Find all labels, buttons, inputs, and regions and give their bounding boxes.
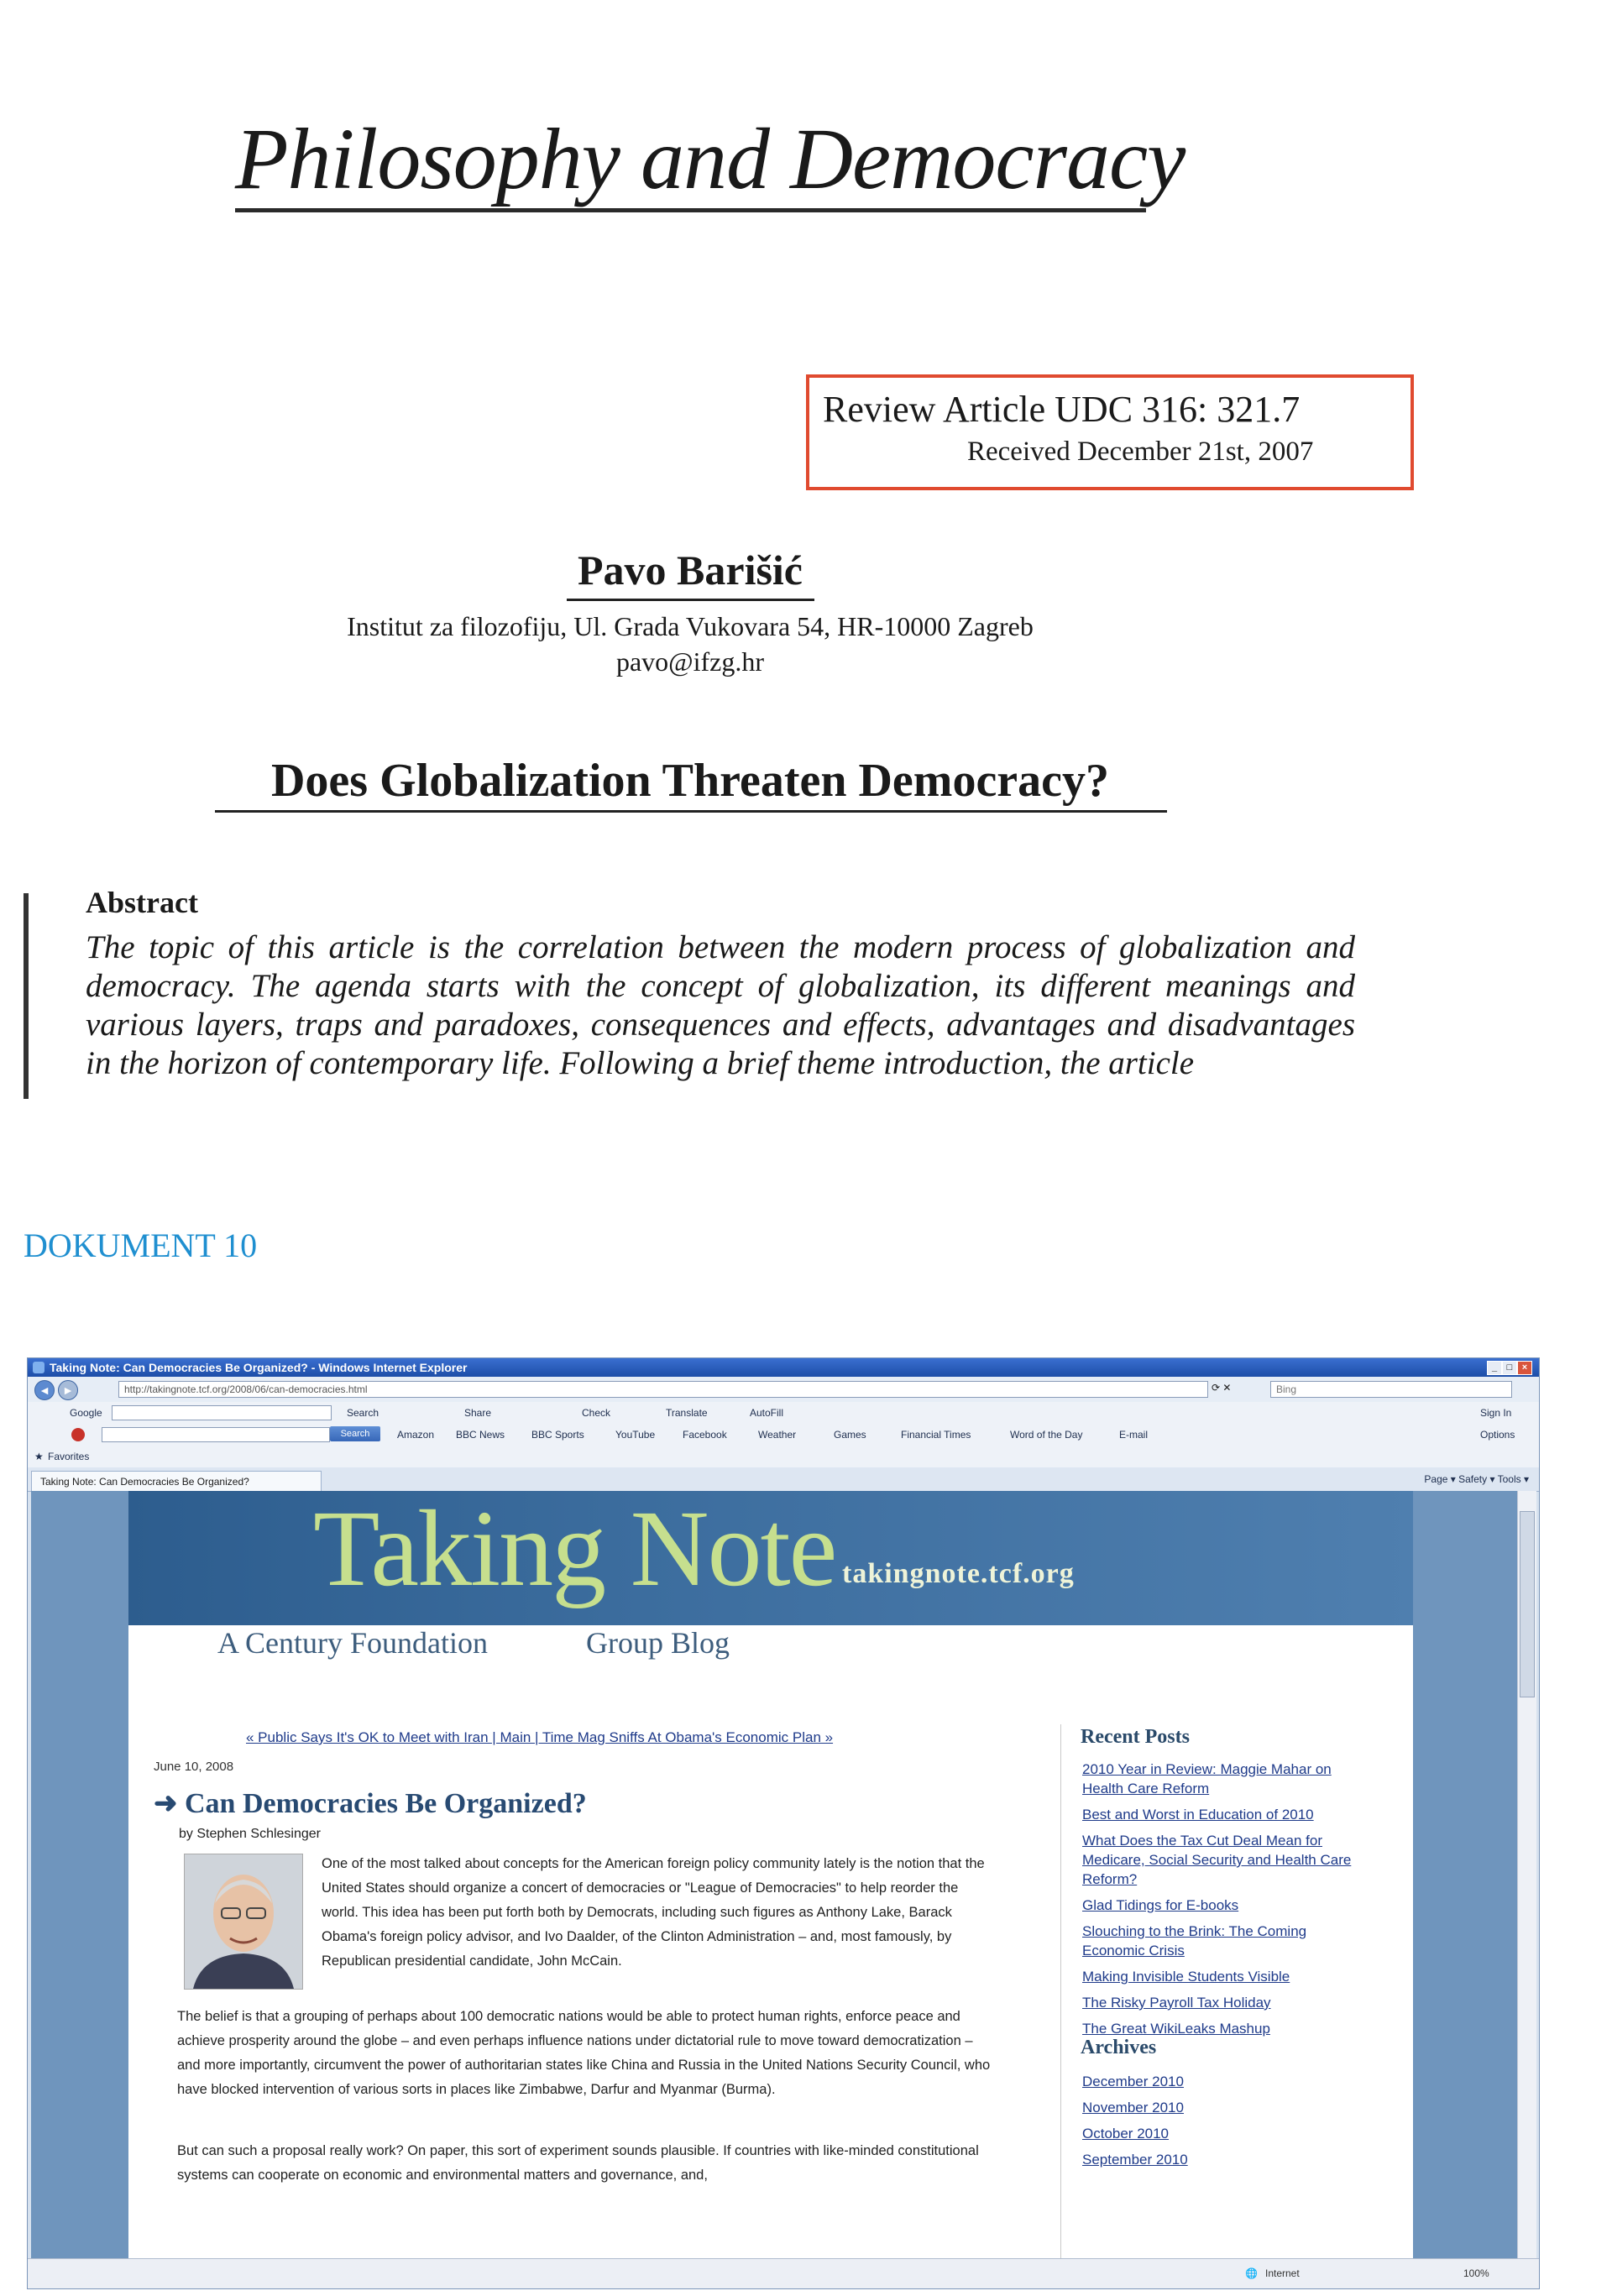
maximize-button[interactable]: □ xyxy=(1502,1361,1517,1375)
globe-icon: 🌐 xyxy=(1245,2267,1258,2279)
favorites-bar xyxy=(28,1446,1539,1468)
command-bar[interactable]: Page ▾ Safety ▾ Tools ▾ xyxy=(1424,1473,1529,1485)
archives-list xyxy=(1082,2068,1359,2173)
recent-post-link[interactable]: Slouching to the Brink: The Coming Economic Crisis xyxy=(1082,1923,1307,1959)
blog-tagline-left: A Century Foundation xyxy=(217,1626,488,1660)
recent-post-link[interactable]: 2010 Year in Review: Maggie Mahar on Health Care Reform xyxy=(1082,1761,1332,1797)
recent-post-link[interactable]: The Great WikiLeaks Mashup xyxy=(1082,2021,1270,2037)
sign-in-link[interactable]: Sign In xyxy=(1480,1407,1512,1419)
archives-heading: Archives xyxy=(1081,2037,1157,2058)
toolbar-share[interactable]: Share xyxy=(464,1407,492,1419)
back-arrow-icon[interactable]: ◄ xyxy=(34,1380,55,1400)
archive-link[interactable]: September 2010 xyxy=(1082,2152,1188,2168)
link-bbc-sports[interactable]: BBC Sports xyxy=(531,1429,584,1441)
scrollbar-thumb[interactable] xyxy=(1520,1511,1535,1697)
status-zone: Internet xyxy=(1265,2267,1300,2279)
google-toolbar xyxy=(28,1402,1539,1425)
favorites-button[interactable]: Favorites xyxy=(48,1451,90,1462)
blog-tagline-right: Group Blog xyxy=(586,1626,730,1660)
portrait-icon xyxy=(185,1854,302,1989)
blog-header-banner xyxy=(128,1491,1413,1625)
author-email: pavo@ifzg.hr xyxy=(615,646,765,677)
minimize-button[interactable]: _ xyxy=(1487,1361,1502,1375)
tab-active[interactable]: Taking Note: Can Democracies Be Organized? xyxy=(31,1471,322,1491)
post-navigation[interactable]: « Public Says It's OK to Meet with Iran | Main | Time Mag Sniffs At Obama's Economic Plan » xyxy=(246,1729,834,1745)
post-author: by Stephen Schlesinger xyxy=(179,1827,321,1841)
link-amazon[interactable]: Amazon xyxy=(397,1429,435,1441)
blog-logo[interactable]: Taking Note xyxy=(313,1491,836,1609)
document-label: DOKUMENT 10 xyxy=(24,1226,258,1264)
blog-url[interactable]: takingnote.tcf.org xyxy=(842,1558,1075,1589)
forward-arrow-icon[interactable]: ► xyxy=(58,1380,78,1400)
browser-search-input[interactable]: Bing xyxy=(1270,1381,1512,1398)
journal-title: Philosophy and Democracy xyxy=(235,111,1185,207)
link-youtube[interactable]: YouTube xyxy=(615,1429,656,1441)
article-title-underline xyxy=(215,810,1167,813)
author-underline xyxy=(567,599,814,601)
toolbar-translate[interactable]: Translate xyxy=(666,1407,708,1419)
status-bar xyxy=(28,2258,1539,2289)
close-button[interactable]: × xyxy=(1517,1361,1532,1375)
link-weather[interactable]: Weather xyxy=(758,1429,797,1441)
recent-posts-heading: Recent Posts xyxy=(1081,1726,1190,1748)
recent-post-link[interactable]: Best and Worst in Education of 2010 xyxy=(1082,1807,1314,1823)
address-input[interactable]: http://takingnote.tcf.org/2008/06/can-democracies.html xyxy=(118,1381,1208,1398)
link-word-of-the-day[interactable]: Word of the Day xyxy=(1010,1429,1083,1441)
toolbar-autofill[interactable]: AutoFill xyxy=(750,1407,784,1419)
article-title: Does Globalization Threaten Democracy? xyxy=(270,755,1110,807)
post-title-text: Can Democracies Be Organized? xyxy=(185,1788,587,1819)
recent-posts-list xyxy=(1082,1760,1359,2045)
post-intro-paragraph: One of the most talked about concepts for the American foreign policy community lately is the notion that the United States should organize a concert of democracies or "League of Democracies" to help reorder the world. This idea has been put forth both by Democrats, including such figures as Anthony Lake, Barack Obama's foreign policy advisor, and Ivo Daalder, of the Clinton Administration – and, most famously, by Republican presidential candidate, John McCain. xyxy=(322,1856,985,1969)
link-facebook[interactable]: Facebook xyxy=(683,1429,727,1441)
journal-title-underline xyxy=(235,208,1146,212)
page-viewport xyxy=(31,1491,1517,2258)
abstract-section xyxy=(86,885,1379,1101)
toolbar-check[interactable]: Check xyxy=(582,1407,611,1419)
post-paragraph-3: But can such a proposal really work? On paper, this sort of experiment sounds plausible. If countries with like-minded constitutional systems can cooperate on economic and environmental matters and governance, and, xyxy=(177,2143,979,2183)
ie-logo-icon xyxy=(33,1362,44,1373)
toolbar-search[interactable]: Search xyxy=(347,1407,379,1419)
star-icon[interactable]: ★ xyxy=(34,1451,44,1462)
link-financial-times[interactable]: Financial Times xyxy=(901,1429,971,1441)
tab-strip xyxy=(28,1467,1539,1492)
google-search-button[interactable]: Search xyxy=(330,1426,380,1441)
window-titlebar xyxy=(28,1358,1539,1377)
blog-content xyxy=(128,1625,1413,2258)
links-toolbar xyxy=(28,1424,1539,1446)
google-label: Google xyxy=(70,1407,102,1419)
refresh-stop-icons[interactable]: ⟳ ✕ xyxy=(1212,1382,1232,1394)
link-email[interactable]: E-mail xyxy=(1119,1429,1149,1441)
options-link[interactable]: Options xyxy=(1480,1429,1515,1441)
article-type: Review Article UDC 316: 321.7 xyxy=(823,389,1301,430)
post-paragraph-2: The belief is that a grouping of perhaps about 100 democratic nations would be able to protect human rights, enforce peace and achieve prosperity around the globe – and even perhaps influence nations under dictatorial rule to move toward democratization –and more importantly, circumvent the power of authoritarian states like China and Russia in the United Nations Security Council, who have blocked intervention of various sorts in places like Zimbabwe, Darfur and Myanmar (Burma). xyxy=(177,2009,991,2097)
abstract-text: The topic of this article is the correlation between the modern process of globalization and democracy. The agenda starts with the concept of globalization, its different meanings and various layers, traps and paradoxes, consequences and effects, advantages and disadvantages in the horizon of contemporary life. Following a brief theme introduction, the article xyxy=(86,929,1355,1081)
archive-link[interactable]: November 2010 xyxy=(1082,2100,1184,2116)
recent-post-link[interactable]: What Does the Tax Cut Deal Mean for Medicare, Social Security and Health Care Reform? xyxy=(1082,1833,1352,1887)
arrow-icon: ➜ xyxy=(154,1788,185,1819)
toolbar-input[interactable] xyxy=(102,1427,330,1442)
link-bbc-news[interactable]: BBC News xyxy=(456,1429,505,1441)
recent-post-link[interactable]: Making Invisible Students Visible xyxy=(1082,1969,1290,1985)
google-search-input[interactable] xyxy=(112,1405,332,1420)
archive-link[interactable]: October 2010 xyxy=(1082,2126,1170,2142)
sidebar-divider xyxy=(1060,1724,1061,2258)
author-photo xyxy=(184,1854,303,1990)
author-affiliation: Institut za filozofiju, Ul. Grada Vukovara 54, HR-10000 Zagreb xyxy=(347,611,1034,641)
abstract-heading: Abstract xyxy=(86,886,198,919)
received-date: Received December 21st, 2007 xyxy=(967,437,1314,467)
address-bar-row xyxy=(28,1377,1539,1403)
recent-post-link[interactable]: Glad Tidings for E-books xyxy=(1082,1897,1239,1913)
archive-link[interactable]: December 2010 xyxy=(1082,2074,1184,2089)
zoom-level[interactable]: 100% xyxy=(1463,2267,1489,2279)
post-date: June 10, 2008 xyxy=(154,1760,234,1774)
recent-post-link[interactable]: The Risky Payroll Tax Holiday xyxy=(1082,1995,1271,2011)
post-title xyxy=(154,1786,587,1820)
vertical-scrollbar[interactable] xyxy=(1517,1491,1536,2258)
link-games[interactable]: Games xyxy=(834,1429,866,1441)
window-title: Taking Note: Can Democracies Be Organized? - Windows Internet Explorer xyxy=(50,1361,468,1374)
author-name: Pavo Barišić xyxy=(577,547,803,594)
browser-window xyxy=(27,1357,1540,2289)
toolbar-logo-icon xyxy=(71,1428,85,1441)
abstract-side-bar xyxy=(24,893,29,1099)
